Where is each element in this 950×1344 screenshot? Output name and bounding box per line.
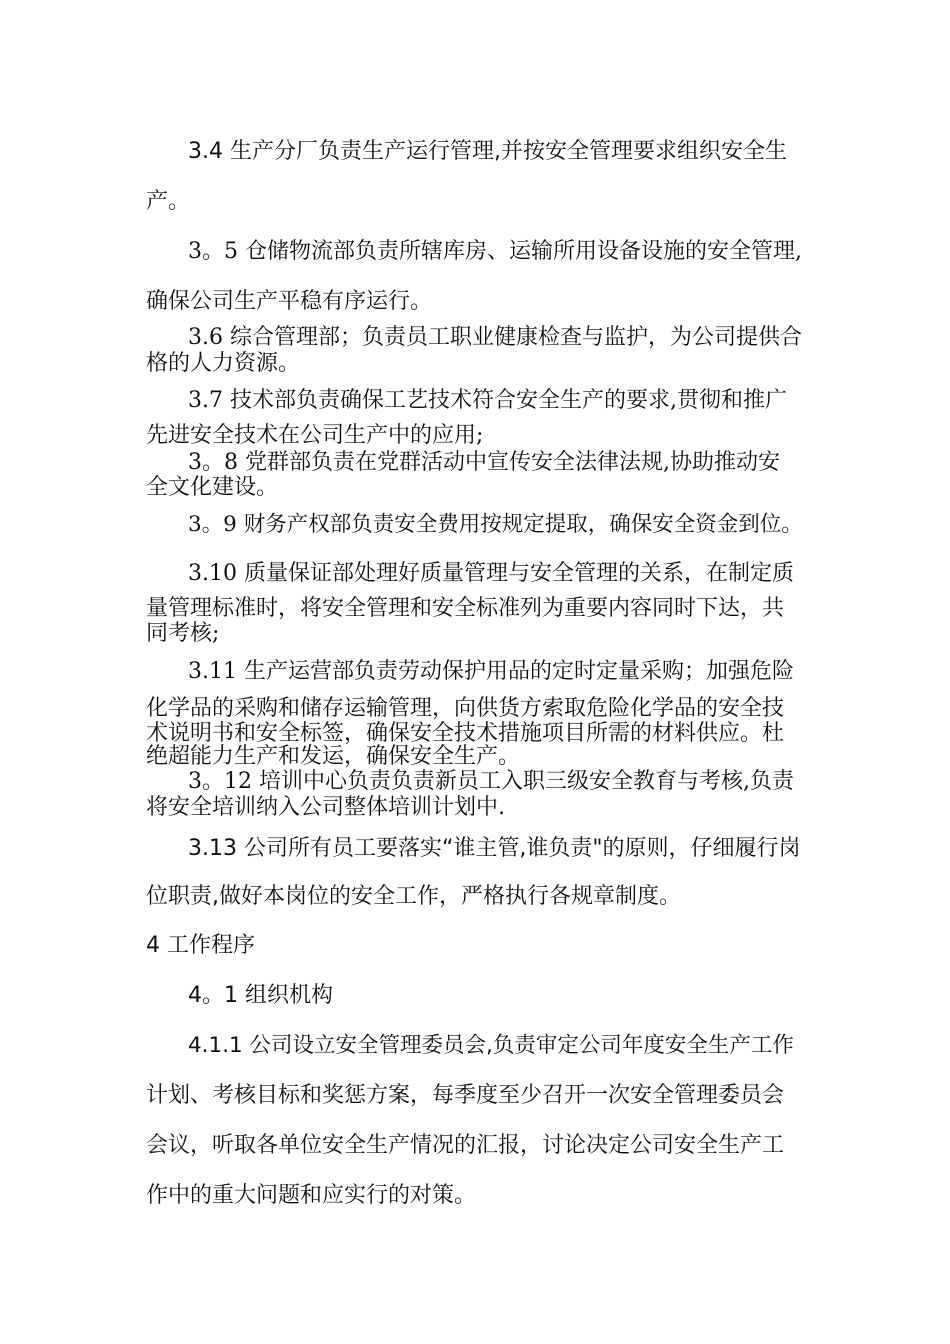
paragraph-3-11-line-2: 化学品的采购和储存运输管理，向供货方索取危险化学品的安全技 bbox=[146, 696, 785, 721]
paragraph-3-10-line-2: 量管理标准时，将安全管理和安全标准列为重要内容同时下达，共 bbox=[146, 596, 785, 621]
paragraph-4-1-1-line-2: 计划、考核目标和奖惩方案，每季度至少召开一次安全管理委员会 bbox=[146, 1083, 785, 1108]
subsection-4-1-heading: 4。1 组织机构 bbox=[188, 983, 333, 1008]
paragraph-3-7-line-1: 3.7 技术部负责确保工艺技术符合安全生产的要求,贯彻和推广 bbox=[188, 388, 787, 413]
paragraph-3-11-line-4: 绝超能力生产和发运，确保安全生产。 bbox=[146, 744, 521, 769]
section-4-heading: 4 工作程序 bbox=[146, 933, 255, 958]
paragraph-3-8-line-1: 3。8 党群部负责在党群活动中宣传安全法律法规,协助推动安 bbox=[188, 450, 780, 475]
paragraph-3-11-line-3: 术说明书和安全标签，确保安全技术措施项目所需的材料供应。杜 bbox=[146, 721, 785, 746]
paragraph-3-6-line-2: 格的人力资源。 bbox=[146, 351, 301, 376]
paragraph-4-1-1-line-1: 4.1.1 公司设立安全管理委员会,负责审定公司年度安全生产工作 bbox=[188, 1033, 794, 1058]
paragraph-3-6-line-1: 3.6 综合管理部；负责员工职业健康检查与监护，为公司提供合 bbox=[188, 325, 802, 350]
paragraph-3-12-line-1: 3。12 培训中心负责负责新员工入职三级安全教育与考核,负责 bbox=[188, 769, 794, 794]
paragraph-3-5-line-1: 3。5 仓储物流部负责所辖库房、运输所用设备设施的安全管理, bbox=[188, 239, 802, 264]
paragraph-3-9-line-1: 3。9 财务产权部负责安全费用按规定提取，确保安全资金到位。 bbox=[188, 512, 803, 537]
paragraph-3-8-line-2: 全文化建设。 bbox=[146, 475, 279, 500]
paragraph-4-1-1-line-3: 会议，听取各单位安全生产情况的汇报，讨论决定公司安全生产工 bbox=[146, 1133, 785, 1158]
paragraph-3-4-line-1: 3.4 生产分厂负责生产运行管理,并按安全管理要求组织安全生 bbox=[188, 139, 787, 164]
paragraph-3-10-line-1: 3.10 质量保证部处理好质量管理与安全管理的关系，在制定质 bbox=[188, 561, 794, 586]
paragraph-3-11-line-1: 3.11 生产运营部负责劳动保护用品的定时定量采购；加强危险 bbox=[188, 659, 794, 684]
paragraph-3-12-line-2: 将安全培训纳入公司整体培训计划中. bbox=[146, 795, 505, 820]
paragraph-3-5-line-2: 确保公司生产平稳有序运行。 bbox=[146, 289, 433, 314]
paragraph-3-7-line-2: 先进安全技术在公司生产中的应用; bbox=[146, 423, 484, 448]
paragraph-3-4-line-2: 产。 bbox=[146, 189, 191, 214]
paragraph-3-10-line-3: 同考核; bbox=[146, 621, 220, 646]
paragraph-3-13-line-2: 位职责,做好本岗位的安全工作，严格执行各规章制度。 bbox=[146, 884, 681, 909]
paragraph-4-1-1-line-4: 作中的重大问题和应实行的对策。 bbox=[146, 1183, 477, 1208]
paragraph-3-13-line-1: 3.13 公司所有员工要落实“谁主管,谁负责"的原则，仔细履行岗 bbox=[188, 836, 801, 861]
